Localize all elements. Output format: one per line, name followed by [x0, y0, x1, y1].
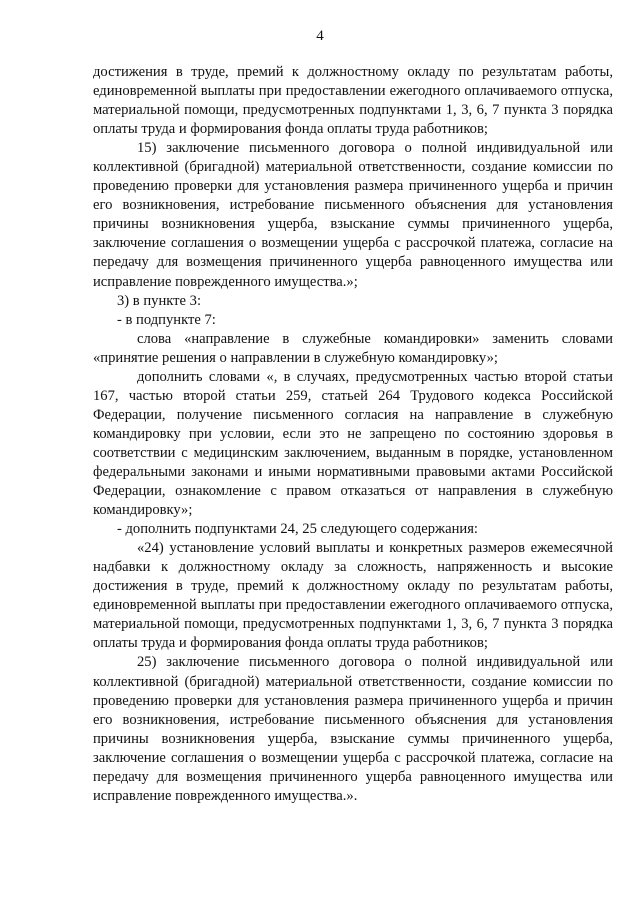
page-number: 4	[316, 28, 324, 44]
paragraph-replace-words: слова «направление в служебные командировки» заменить словами «принятие решения о направлении в служебную командировку»;	[93, 330, 613, 366]
document-body	[93, 63, 613, 806]
paragraph-add-subpoints: - дополнить подпунктами 24, 25 следующего содержания:	[117, 521, 478, 538]
paragraph-subpoint-7: - в подпункте 7:	[117, 311, 216, 328]
paragraph-item-15: 15) заключение письменного договора о полной индивидуальной или коллективной (бригадной) материальной ответственности, создание комиссии по проведению проверки для установления размера причиненного ущерба и причин его возникновения, истребование письменного объяснения для установления причины возникновения ущерба, взыскание суммы причиненного ущерба, заключение соглашения о возмещении ущерба с рассрочкой платежа, согласие на передачу для возмещения причиненного ущерба равноценного имущества или исправление поврежденного имущества.»;	[93, 140, 613, 290]
paragraph-point-3: 3) в пункте 3:	[117, 292, 202, 309]
paragraph-continuation: достижения в труде, премий к должностному окладу по результатам работы, единовременной выплаты при предоставлении ежегодного оплачиваемого отпуска, материальной помощи, предусмотренных подпунктами 1, 3, 6, 7 пункта 3 порядка оплаты труда и формирования фонда оплаты труда работников;	[93, 64, 613, 138]
paragraph-item-25: 25) заключение письменного договора о полной индивидуальной или коллективной (бригадной) материальной ответственности, создание комиссии по проведению проверки для установления размера причиненного ущерба и причин его возникновения, истребование письменного объяснения для установления причины возникновения ущерба, взыскание суммы причиненного ущерба, заключение соглашения о возмещении ущерба с рассрочкой платежа, согласие на передачу для возмещения причиненного ущерба равноценного имущества или исправление поврежденного имущества.».	[93, 654, 613, 804]
paragraph-item-24: «24) установление условий выплаты и конкретных размеров ежемесячной надбавки к должностному окладу за сложность, напряженность и высокие достижения в труде, премий к должностному окладу по результатам работы, единовременной выплаты при предоставлении ежегодного оплачиваемого отпуска, материальной помощи, предусмотренных подпунктами 1, 3, 6, 7 пункта 3 порядка оплаты труда и формирования фонда оплаты труда работников;	[93, 540, 613, 652]
paragraph-add-words: дополнить словами «, в случаях, предусмотренных частью второй статьи 167, частью второй статьи 259, статьей 264 Трудового кодекса Российской Федерации, получение письменного согласия на направление в служебную командировку при условии, если это не запрещено по состоянию здоровья в соответствии с медицинским заключением, выданным в порядке, установленном федеральными законами и иными нормативными правовыми актами Российской Федерации, ознакомление с правом отказаться от направления в служебную командировку»;	[93, 368, 613, 519]
